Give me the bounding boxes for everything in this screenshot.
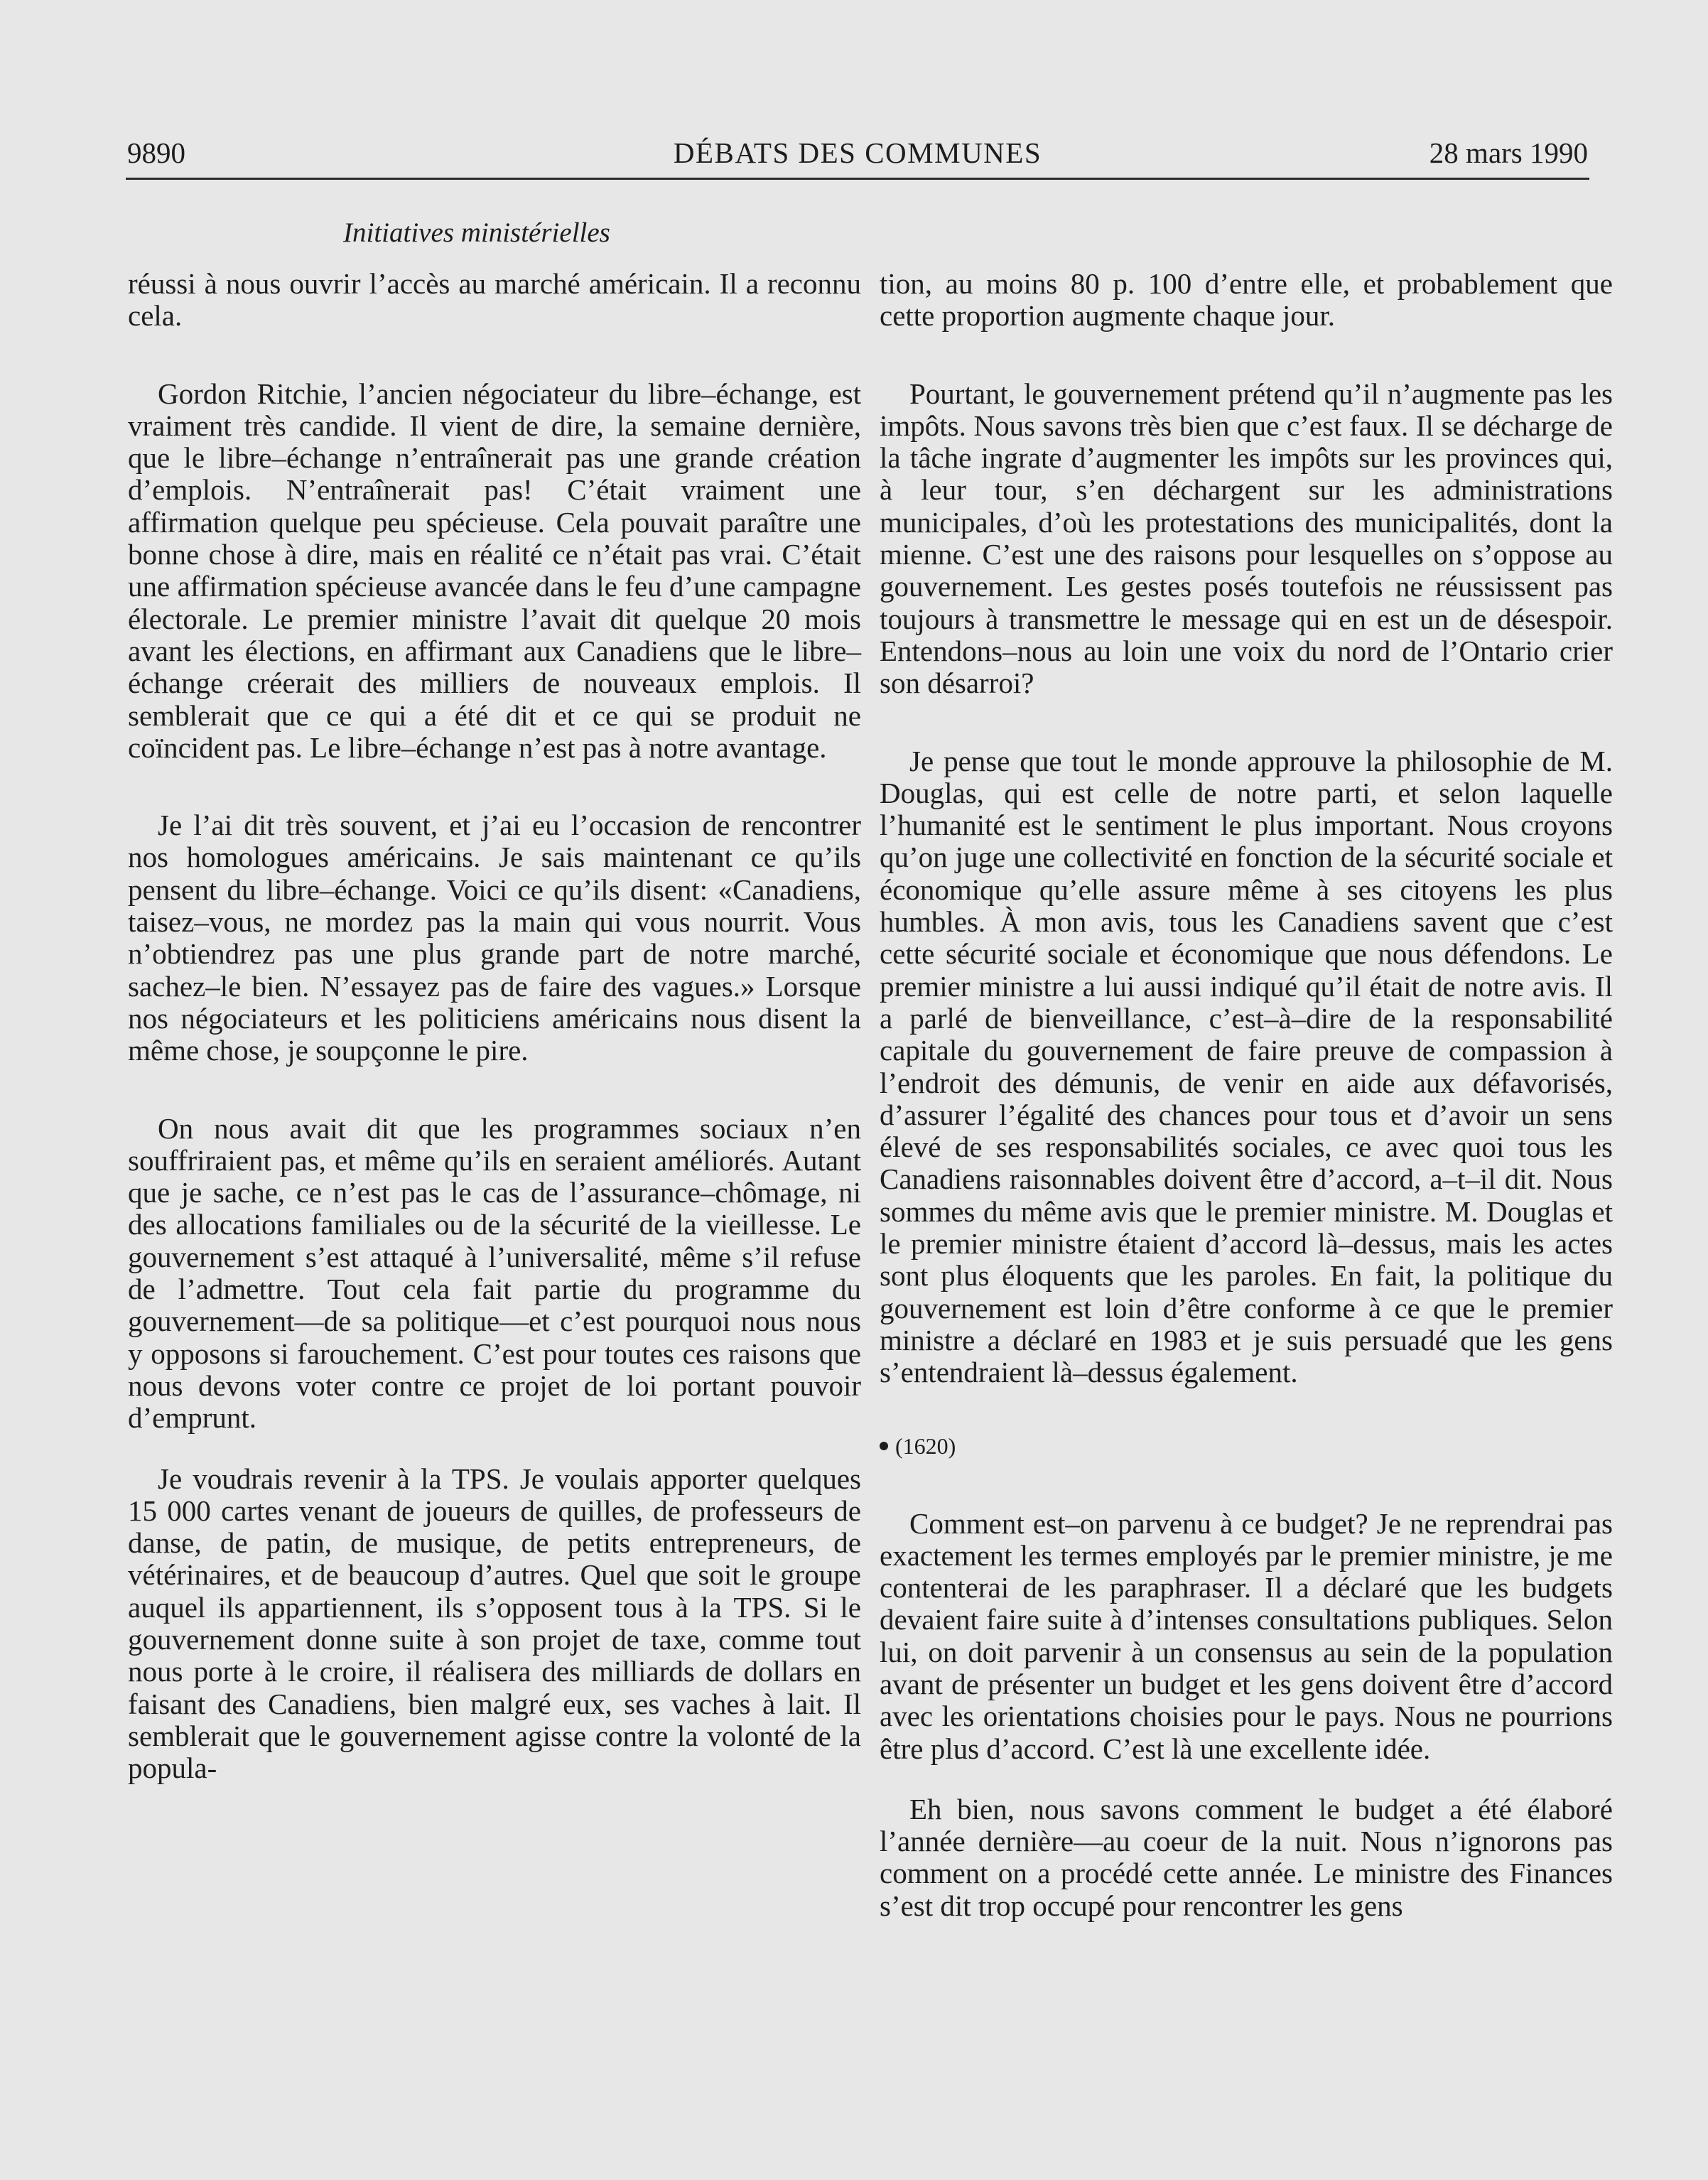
paragraph: Gordon Ritchie, l’ancien négociateur du libre–échange, est vraiment très candide. Il vient de dire, la semaine dernière, que le libre–échange n’entraînerait pas une grande création d’emplois. N’entraînerait pas! C’était vraiment une affirmation quelque peu spécieuse. Cela pouvait paraître une bonne chose à dire, mais en réalité ce n’était pas vrai. C’était une affirmation spécieuse avancée dans le feu d’une campagne électorale. Le premier ministre l’avait dit quelque 20 mois avant les élections, en affirmant aux Canadiens que le libre–échange créerait des milliers de nouveaux emplois. Il semblerait que ce qui a été dit et ce qui se produit ne coïncident pas. Le libre–échange n’est pas à notre avantage. [128,377,861,764]
paragraph: Je pense que tout le monde approuve la philosophie de M. Douglas, qui est celle de notre parti, et selon laquelle l’humanité est le sentiment le plus important. Nous croyons qu’on juge une collectivité en fonction de la sécurité sociale et économique qu’elle assure même à ses citoyens les plus humbles. À mon avis, tous les Canadiens savent que c’est cette sécurité sociale et économique que nous défendons. Le premier ministre a lui aussi indiqué qu’il était de notre avis. Il a parlé de bienveillance, c’est–à–dire de la responsabilité capitale du gouvernement de faire preuve de compassion à l’endroit des démunis, de venir en aide aux défavorisés, d’assurer l’égalité des chances pour tous et d’avoir un sens élevé de ses responsabilités sociales, ce avec quoi tous les Canadiens raisonnables doivent être d’accord, a–t–il dit. Nous sommes du même avis que le premier ministre. M. Douglas et le premier ministre étaient d’accord là–dessus, mais les actes sont plus éloquents que les paroles. En fait, la politique du gouvernement est loin d’être conforme à ce que le premier ministre a déclaré en 1983 et je suis persuadé que les gens s’entendraient là–dessus également. [880,744,1613,1389]
paragraph: Eh bien, nous savons comment le budget a été élaboré l’année dernière—au coeur de la nuit. Nous n’ignorons pas comment on a procédé cette année. Le ministre des Finances s’est dit trop occupé pour rencontrer les gens [880,1792,1613,1922]
section-title: Initiatives ministérielles [343,217,610,248]
publication-title: DÉBATS DES COMMUNES [673,136,1042,169]
page-header [126,134,1589,180]
bullet-icon [880,1442,888,1450]
publication-date: 28 mars 1990 [1429,136,1588,169]
right-column [880,268,1613,1922]
paragraph: Je voudrais revenir à la TPS. Je voulais apporter quelques 15 000 cartes venant de joueurs de quilles, de professeurs de danse, de patin, de musique, de petits entrepreneurs, de vétérinaires, et de beaucoup d’autres. Quel que soit le groupe auquel ils appartiennent, ils s’opposent tous à la TPS. Si le gouvernement donne suite à son projet de taxe, comme tout nous porte à le croire, il réalisera des milliards de dollars en faisant des Canadiens, bien malgré eux, ses vaches à lait. Il semblerait que le gouvernement agisse contre la volonté de la popula- [128,1462,861,1785]
left-column [128,268,861,1784]
paragraph: On nous avait dit que les programmes sociaux n’en souffriraient pas, et même qu’ils en seraient améliorés. Autant que je sache, ce n’est pas le cas de l’assurance–chômage, ni des allocations familiales ou de la sécurité de la vieillesse. Le gouvernement s’est attaqué à l’universalité, même s’il refuse de l’admettre. Tout cela fait partie du programme du gouvernement—de sa politique—et c’est pourquoi nous nous y opposons si farouchement. C’est pour toutes ces raisons que nous devons voter contre ce projet de loi portant pouvoir d’emprunt. [128,1111,861,1435]
paragraph: réussi à nous ouvrir l’accès au marché américain. Il a reconnu cela. [128,267,861,333]
paragraph: Comment est–on parvenu à ce budget? Je ne reprendrai pas exactement les termes employés par le premier ministre, je me contenterai de les paraphraser. Il a déclaré que les budgets devaient faire suite à d’intenses consultations publiques. Selon lui, on doit parvenir à un consensus au sein de la population avant de présenter un budget et les gens doivent être d’accord avec les orientations choisies pour le pays. Nous ne pourrions être plus d’accord. C’est là une excellente idée. [880,1506,1613,1765]
time-marker-label: (1620) [895,1432,956,1459]
page-number: 9890 [127,136,185,169]
paragraph: Pourtant, le gouvernement prétend qu’il n’augmente pas les impôts. Nous savons très bien que c’est faux. Il se décharge de la tâche ingrate d’augmenter les impôts sur les provinces qui, à leur tour, s’en déchargent sur les administrations municipales, d’où les protestations des municipalités, dont la mienne. C’est une des raisons pour lesquelles on s’oppose au gouvernement. Les gestes posés toutefois ne réussissent pas toujours à transmettre le message qui en est un de désespoir. Entendons–nous au loin une voix du nord de l’Ontario crier son désarroi? [880,377,1613,700]
paragraph: Je l’ai dit très souvent, et j’ai eu l’occasion de rencontrer nos homologues américains. Je sais maintenant ce qu’ils pensent du libre–échange. Voici ce qu’ils disent: «Canadiens, taisez–vous, ne mordez pas la main qui vous nourrit. Vous n’obtiendrez pas une plus grande part de notre marché, sachez–le bien. N’essayez pas de faire des vagues.» Lorsque nos négociateurs et les politiciens américains nous disent la même chose, je soupçonne le pire. [128,809,861,1067]
paragraph: tion, au moins 80 p. 100 d’entre elle, et probablement que cette proportion augmente chaque jour. [880,267,1613,333]
time-marker [880,1430,1613,1462]
